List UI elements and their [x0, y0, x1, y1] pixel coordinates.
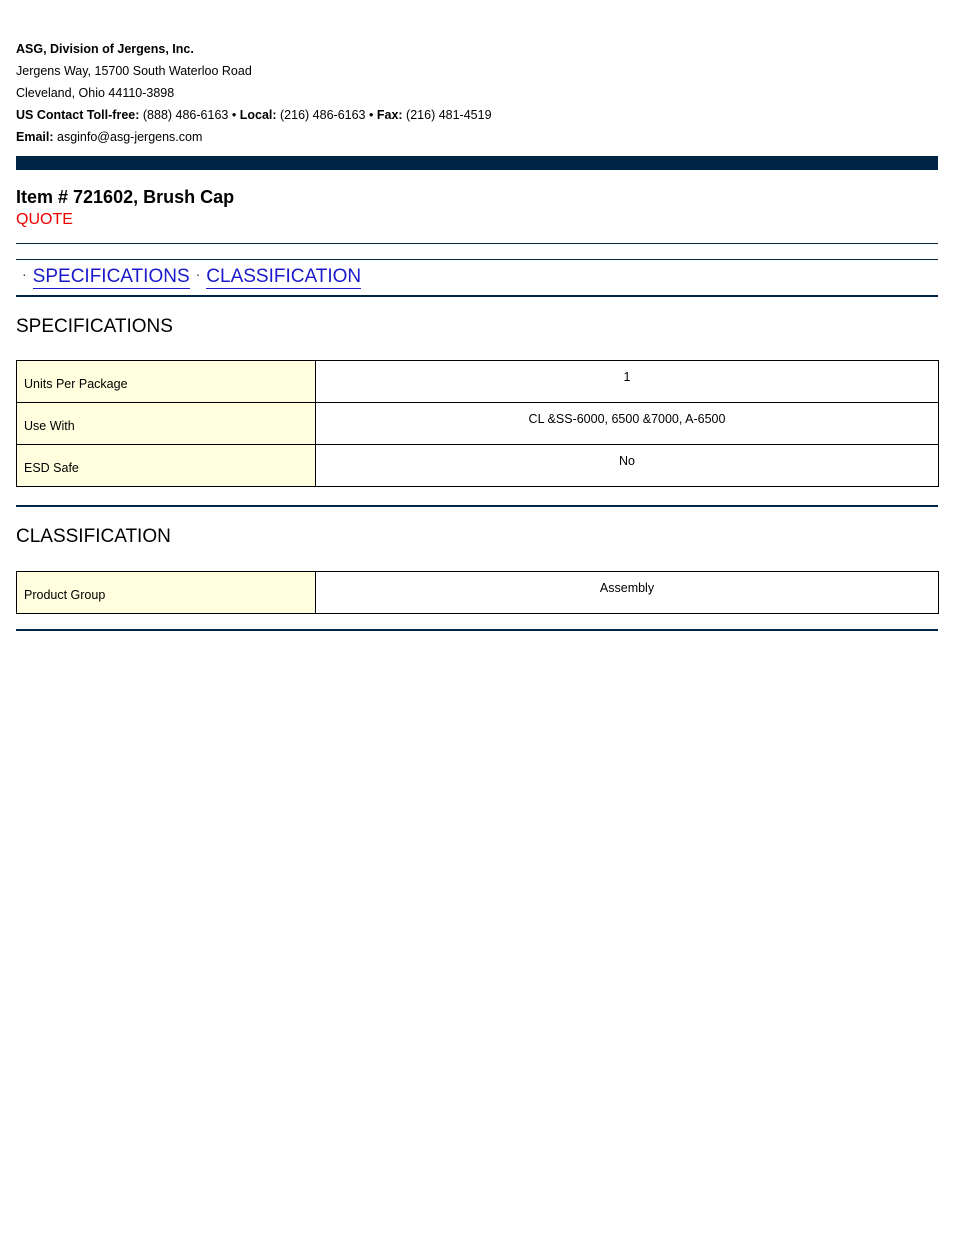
specifications-heading: SPECIFICATIONS: [16, 316, 173, 337]
nav-bullet: ·: [195, 266, 201, 282]
company-name: ASG, Division of Jergens, Inc.: [16, 42, 194, 56]
separator: •: [368, 108, 374, 122]
divider: [16, 295, 938, 297]
address-line-2: Cleveland, Ohio 44110-3898: [16, 86, 175, 100]
spec-value: No: [316, 445, 939, 487]
separator: •: [231, 108, 237, 122]
address-line-1: Jergens Way, 15700 South Waterloo Road: [16, 64, 252, 78]
tollfree-number: (888) 486-6163: [142, 108, 229, 122]
section-nav: [16, 266, 361, 288]
email-address: asginfo@asg-jergens.com: [57, 130, 203, 144]
email-line: [16, 128, 492, 150]
nav-link-specifications[interactable]: SPECIFICATIONS: [32, 266, 190, 287]
quote-label: QUOTE: [16, 211, 73, 228]
tollfree-label: US Contact Toll-free:: [16, 108, 140, 122]
spec-value: 1: [316, 361, 939, 403]
fax-label: Fax:: [376, 108, 403, 122]
classification-label: Product Group: [17, 572, 316, 614]
nav-bullet: ·: [22, 266, 27, 282]
divider: [16, 629, 938, 631]
table-row: [17, 403, 939, 445]
classification-table: [16, 571, 939, 614]
divider: [16, 259, 938, 260]
divider: [16, 505, 938, 507]
specifications-table: [16, 360, 939, 487]
spec-value: CL &SS-6000, 6500 &7000, A-6500: [316, 403, 939, 445]
contact-line: [16, 106, 492, 128]
spec-label: Use With: [17, 403, 316, 445]
nav-link-classification[interactable]: CLASSIFICATION: [206, 266, 362, 287]
divider: [16, 243, 938, 244]
spec-label: ESD Safe: [17, 445, 316, 487]
header-banner: [16, 156, 938, 170]
local-number: (216) 486-6163: [280, 108, 366, 122]
email-label: Email:: [16, 130, 54, 144]
classification-heading: CLASSIFICATION: [16, 526, 171, 547]
table-row: [17, 445, 939, 487]
spec-label: Units Per Package: [17, 361, 316, 403]
classification-value: Assembly: [316, 572, 939, 614]
local-label: Local:: [239, 108, 277, 122]
fax-number: (216) 481-4519: [406, 108, 492, 122]
company-info: [16, 40, 492, 150]
table-row: [17, 572, 939, 614]
table-row: [17, 361, 939, 403]
item-title: Item # 721602, Brush Cap: [16, 187, 235, 207]
